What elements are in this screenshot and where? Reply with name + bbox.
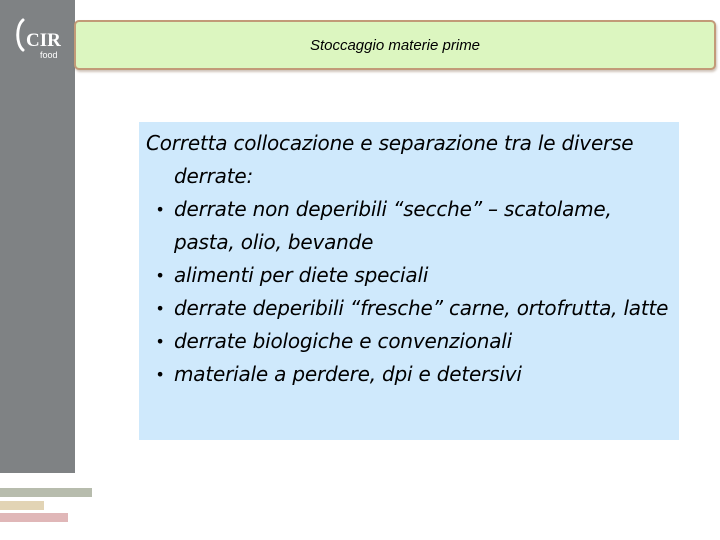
logo-subtext: food <box>40 50 58 60</box>
slide-title: Stoccaggio materie prime <box>309 36 481 54</box>
cir-food-logo-mark <box>14 14 66 64</box>
decorative-stripe-pink <box>0 513 68 522</box>
list-item <box>146 193 669 259</box>
bullet-icon: • <box>155 332 165 351</box>
decorative-stripe-beige <box>0 501 44 510</box>
left-sidebar-band <box>0 0 75 473</box>
bullet-icon: • <box>155 365 165 384</box>
title-bar <box>74 20 716 70</box>
content-box <box>139 122 679 440</box>
bullet-text: derrate deperibili “fresche” carne, ortofrutta, latte <box>174 296 669 320</box>
bullet-icon: • <box>155 299 165 318</box>
bullet-text: alimenti per diete speciali <box>174 263 429 287</box>
bullet-list <box>146 193 669 391</box>
list-item <box>146 292 669 325</box>
intro-text: Corretta collocazione e separazione tra le diverse derrate: <box>146 131 634 188</box>
cir-food-logo <box>14 14 66 64</box>
bullet-text: derrate biologiche e convenzionali <box>174 329 512 353</box>
bullet-icon: • <box>155 266 165 285</box>
decorative-stripe-gray <box>0 488 92 497</box>
bullet-icon: • <box>155 200 165 219</box>
bullet-text: derrate non deperibili “secche” – scatolame, pasta, olio, bevande <box>174 197 612 254</box>
list-item <box>146 358 669 391</box>
list-item <box>146 325 669 358</box>
bullet-text: materiale a perdere, dpi e detersivi <box>174 362 522 386</box>
list-item <box>146 259 669 292</box>
logo-text: CIR <box>26 30 61 51</box>
